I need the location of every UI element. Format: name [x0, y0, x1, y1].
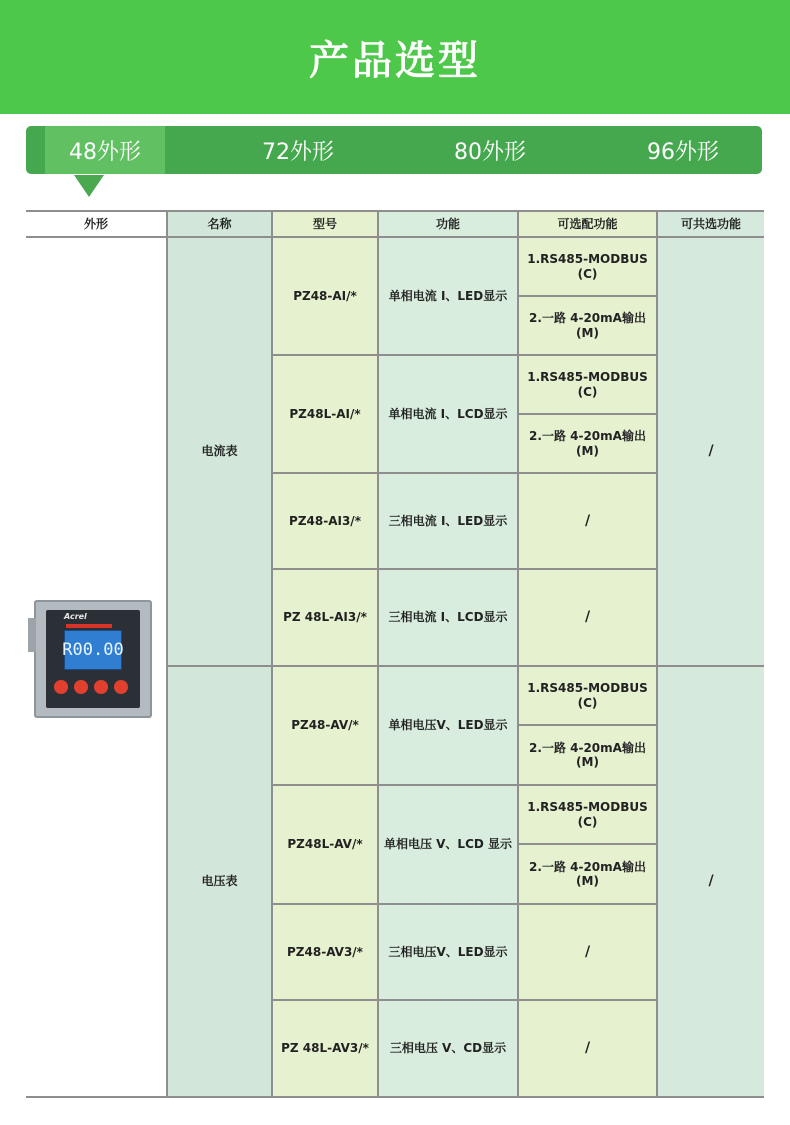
header-shared: 可共选功能 [658, 212, 764, 236]
mounting-clip [28, 618, 36, 652]
function-cell: 三相电流 I、LCD显示 [379, 570, 517, 665]
row-divider [273, 472, 658, 474]
tab-96[interactable]: 96外形 [647, 139, 719, 165]
function-cell: 三相电流 I、LED显示 [379, 474, 517, 568]
header-optional: 可选配功能 [519, 212, 656, 236]
option-cell: 2.一路 4-20mA输出 (M) [519, 845, 656, 903]
panel-meter-image [34, 600, 152, 718]
option-cell: 1.RS485-MODBUS (C) [519, 786, 656, 843]
shape-tab-bar [26, 126, 762, 174]
active-tab-pointer-icon [74, 175, 104, 197]
option-divider [519, 843, 656, 845]
model-cell: PZ48-AI/* [273, 238, 377, 354]
tab-80[interactable]: 80外形 [454, 139, 526, 165]
header-shape: 外形 [26, 212, 166, 236]
option-cell: 1.RS485-MODBUS (C) [519, 356, 656, 413]
model-cell: PZ48L-AI/* [273, 356, 377, 472]
header-model: 型号 [273, 212, 377, 236]
option-cell: 2.一路 4-20mA输出 (M) [519, 297, 656, 354]
header-banner [0, 0, 790, 114]
table-bottom-border [26, 1096, 764, 1098]
option-divider [519, 295, 656, 297]
option-cell: 1.RS485-MODBUS (C) [519, 238, 656, 295]
tab-48[interactable]: 48外形 [45, 126, 165, 174]
brand-stripe [66, 624, 112, 628]
header-function: 功能 [379, 212, 517, 236]
option-divider [519, 413, 656, 415]
column-divider [517, 210, 519, 1098]
model-cell: PZ48L-AV/* [273, 786, 377, 903]
group-name-voltage: 电压表 [168, 667, 271, 1096]
option-divider [519, 724, 656, 726]
model-cell: PZ 48L-AI3/* [273, 570, 377, 665]
meter-left-button-icon [74, 680, 88, 694]
table-top-border [26, 210, 764, 212]
column-divider [377, 210, 379, 1098]
row-divider [273, 568, 658, 570]
option-cell: / [519, 570, 656, 665]
shared-current: / [658, 238, 764, 665]
brand-logo: Acrel [64, 612, 87, 621]
option-cell: 1.RS485-MODBUS (C) [519, 667, 656, 724]
option-cell: 2.一路 4-20mA输出 (M) [519, 726, 656, 784]
meter-display [64, 630, 122, 670]
model-cell: PZ 48L-AV3/* [273, 1001, 377, 1096]
option-cell: / [519, 474, 656, 568]
meter-face [46, 610, 140, 708]
option-cell: 2.一路 4-20mA输出 (M) [519, 415, 656, 472]
function-cell: 三相电压V、LED显示 [379, 905, 517, 999]
column-divider [271, 210, 273, 1098]
column-divider [656, 210, 658, 1098]
model-cell: PZ48-AV/* [273, 667, 377, 784]
header-name: 名称 [168, 212, 271, 236]
row-divider [273, 999, 658, 1001]
meter-right-button-icon [94, 680, 108, 694]
column-divider [166, 210, 168, 1098]
meter-set-button-icon [54, 680, 68, 694]
row-divider [273, 354, 658, 356]
group-name-current: 电流表 [168, 238, 271, 665]
meter-enter-button-icon [114, 680, 128, 694]
function-cell: 单相电压V、LED显示 [379, 667, 517, 784]
function-cell: 三相电压 V、CD显示 [379, 1001, 517, 1096]
row-divider [273, 903, 658, 905]
function-cell: 单相电流 I、LCD显示 [379, 356, 517, 472]
tab-72[interactable]: 72外形 [262, 139, 334, 165]
function-cell: 单相电流 I、LED显示 [379, 238, 517, 354]
option-cell: / [519, 1001, 656, 1096]
header-divider [26, 236, 764, 238]
row-divider [273, 784, 658, 786]
function-cell: 单相电压 V、LCD 显示 [379, 786, 517, 903]
option-cell: / [519, 905, 656, 999]
group-divider [168, 665, 764, 667]
model-cell: PZ48-AI3/* [273, 474, 377, 568]
shared-voltage: / [658, 667, 764, 1096]
page-title: 产品选型 [309, 37, 481, 84]
meter-reading: R00.00 [62, 640, 124, 660]
model-cell: PZ48-AV3/* [273, 905, 377, 999]
